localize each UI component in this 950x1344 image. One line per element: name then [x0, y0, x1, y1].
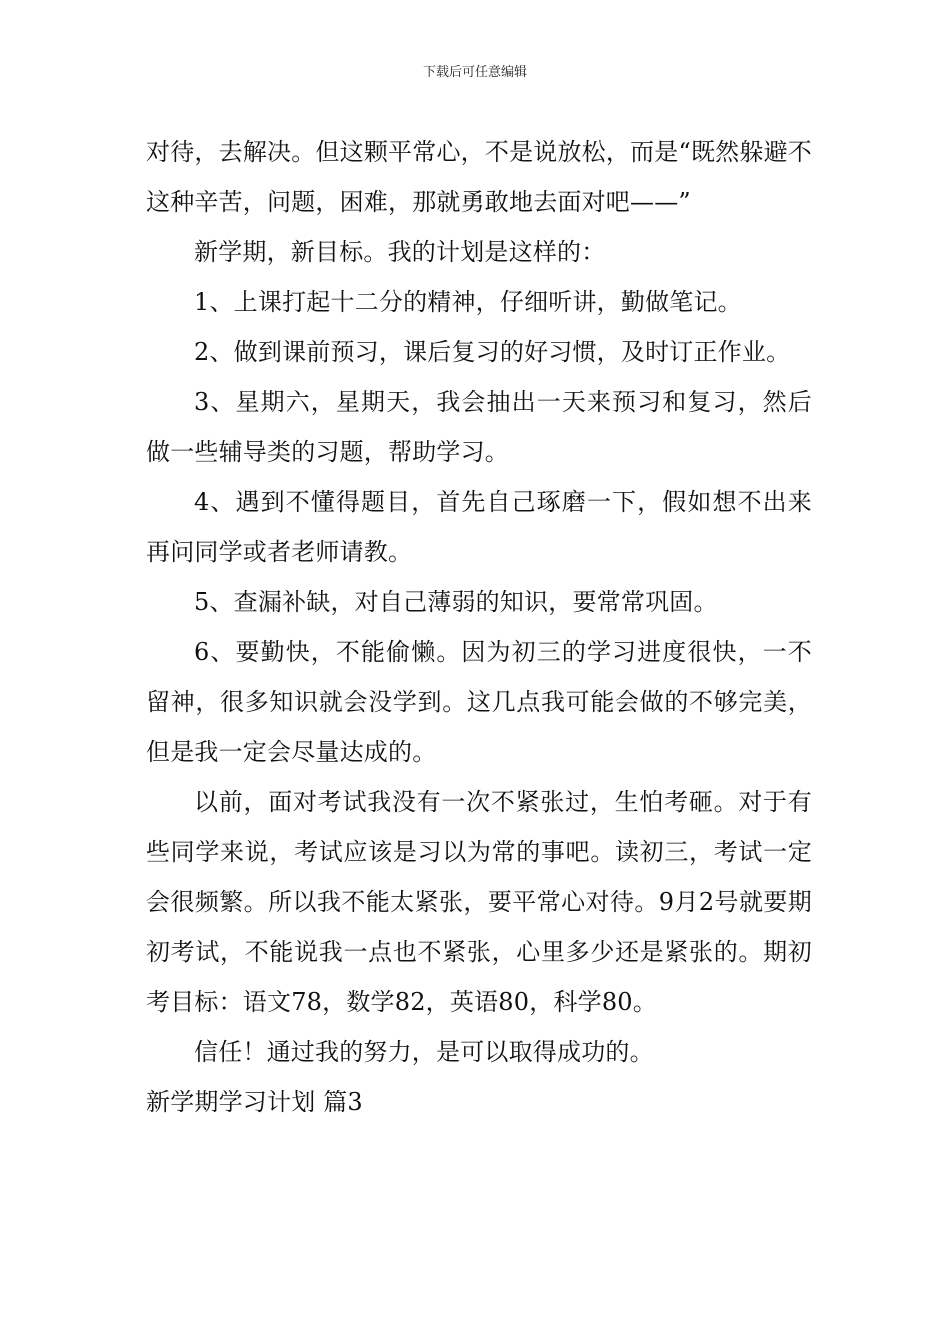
plan-item-6: 6、要勤快，不能偷懒。因为初三的学习进度很快，一不留神，很多知识就会没学到。这几点我可能会做的不够完美，但是我一定会尽量达成的。	[146, 638, 812, 766]
page-header-note: 下载后可任意编辑	[422, 65, 527, 80]
plan-item-2: 2、做到课前预习，课后复习的好习惯，及时订正作业。	[194, 338, 791, 366]
paragraph-confidence: 信任！通过我的努力，是可以取得成功的。	[194, 1038, 654, 1066]
plan-item-1: 1、上课打起十二分的精神，仔细听讲，勤做笔记。	[194, 288, 742, 316]
plan-item-3: 3、星期六，星期天，我会抽出一天来预习和复习，然后做一些辅导类的习题，帮助学习。	[146, 388, 812, 466]
document-body	[146, 127, 812, 1127]
plan-item-4: 4、遇到不懂得题目，首先自己琢磨一下，假如想不出来再问同学或者老师请教。	[146, 488, 812, 566]
section-heading: 新学期学习计划 篇3	[146, 1088, 363, 1116]
paragraph-plan-intro: 新学期，新目标。我的计划是这样的：	[194, 238, 606, 266]
paragraph-continuation: 对待，去解决。但这颗平常心，不是说放松，而是“既然躲避不这种辛苦，问题，困难，那就勇敢地去面对吧——”	[146, 138, 812, 216]
plan-item-5: 5、查漏补缺，对自己薄弱的知识，要常常巩固。	[194, 588, 718, 616]
paragraph-exam-goals: 以前，面对考试我没有一次不紧张过，生怕考砸。对于有些同学来说，考试应该是习以为常的事吧。读初三，考试一定会很频繁。所以我不能太紧张，要平常心对待。9月2号就要期初考试，不能说我一点也不紧张，心里多少还是紧张的。期初考目标：语文78，数学82，英语80，科学80。	[146, 788, 812, 1016]
